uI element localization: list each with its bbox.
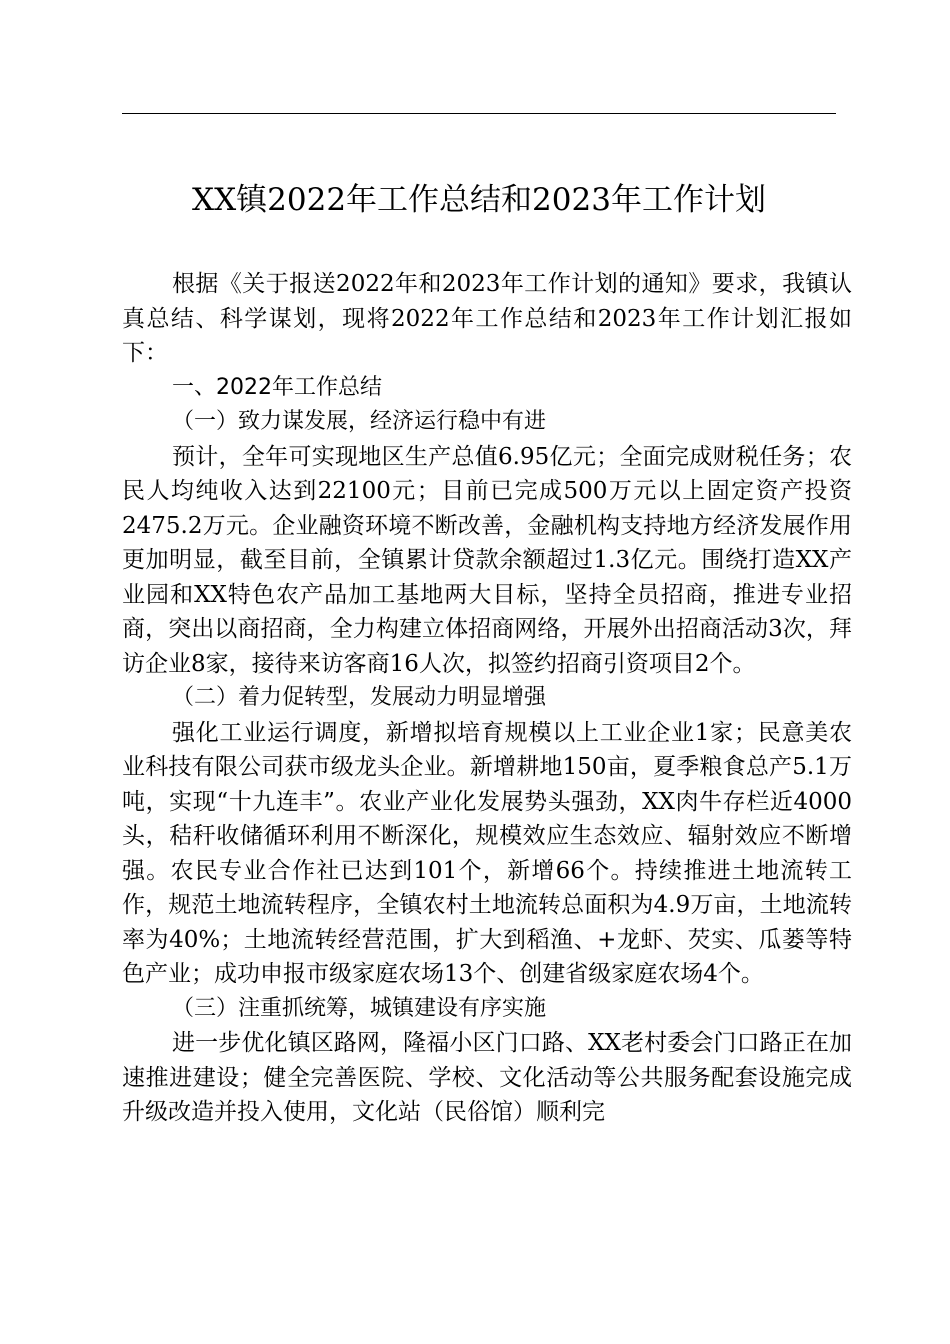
document-title: XX镇2022年工作总结和2023年工作计划: [192, 182, 766, 218]
document-body: [122, 267, 852, 1130]
subsection-heading-town-construction: （三）注重抓统筹，城镇建设有序实施: [172, 995, 547, 1021]
transformation-paragraph: 强化工业运行调度，新增拟培育规模以上工业企业1家；民意美农业科技有限公司获市级龙头企业。新增耕地150亩，夏季粮食总产5.1万吨，实现“十九连丰”。农业产业化发展势头强劲，XX肉牛存栏近4000头，秸秆收储循环利用不断深化，规模效应生态效应、辐射效应不断增强。农民专业合作社已达到101个，新增66个。持续推进土地流转工作，规范土地流转程序，全镇农村土地流转总面积为4.9万亩，土地流转率为40%；土地流转经营范围，扩大到稻渔、+龙虾、芡实、瓜蒌等特色产业；成功申报市级家庭农场13个、创建省级家庭农场4个。: [122, 719, 852, 987]
subsection-heading-economy: （一）致力谋发展，经济运行稳中有进: [172, 409, 547, 434]
header-rule: [122, 113, 836, 114]
town-construction-paragraph: 进一步优化镇区路网，隆福小区门口路、XX老村委会门口路正在加速推进建设；健全完善医院、学校、文化活动等公共服务配套设施完成升级改造并投入使用，文化站（民俗馆）顺利完: [122, 1030, 852, 1125]
economy-paragraph: 预计，全年可实现地区生产总值6.95亿元；全面完成财税任务；农民人均纯收入达到22100元；目前已完成500万元以上固定资产投资2475.2万元。企业融资环境不断改善，金融机构支持地方经济发展作用更加明显，截至目前，全镇累计贷款余额超过1.3亿元。围绕打造XX产业园和XX特色农产品加工基地两大目标，坚持全员招商，推进专业招商，突出以商招商，全力构建立体招商网络，开展外出招商活动3次，拜访企业8家，接待来访客商16人次，拟签约招商引资项目2个。: [122, 443, 852, 677]
subsection-heading-transformation: （二）着力促转型，发展动力明显增强: [172, 685, 547, 710]
intro-paragraph: 根据《关于报送2022年和2023年工作计划的通知》要求，我镇认真总结、科学谋划，现将2022年工作总结和2023年工作计划汇报如下：: [122, 271, 852, 366]
section-heading-summary-2022: 一、2022年工作总结: [172, 374, 382, 400]
